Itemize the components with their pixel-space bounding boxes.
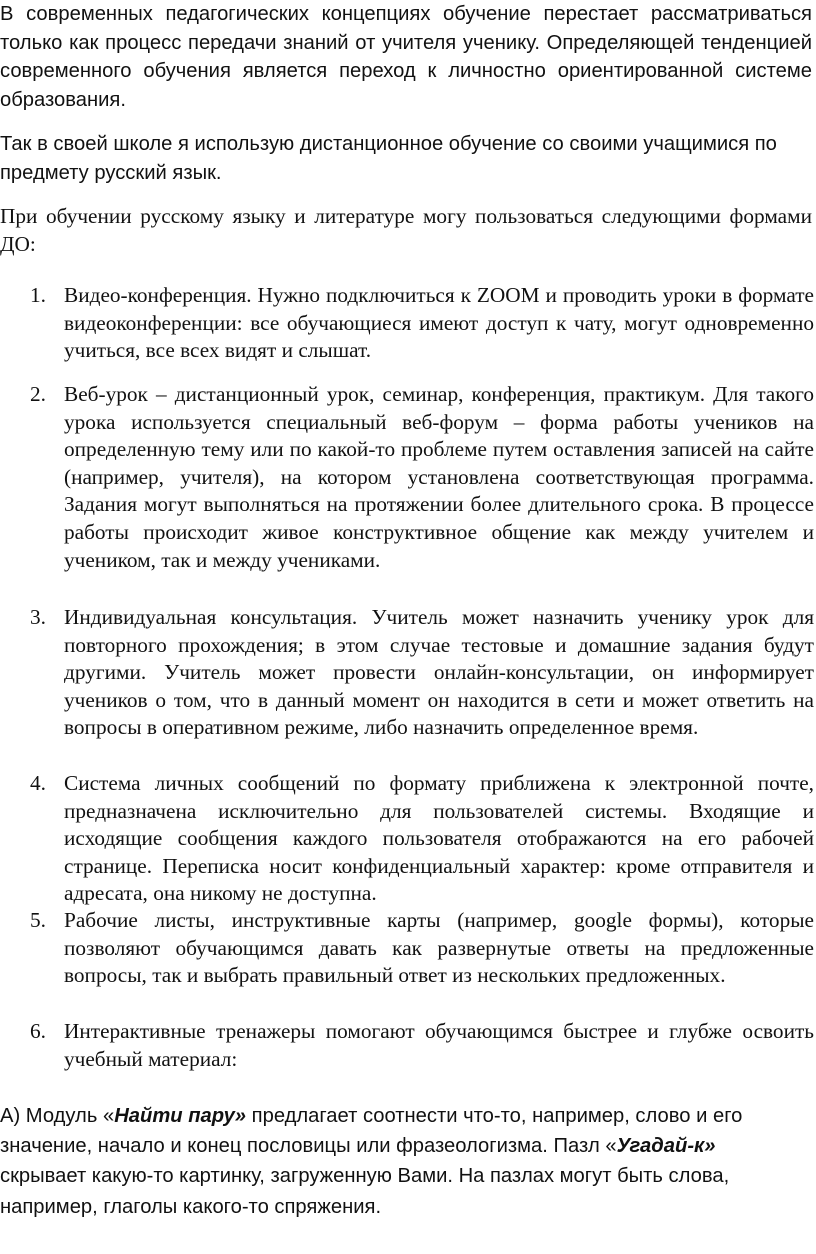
list-item-text: Интерактивные тренажеры помогают обучающимся быстрее и глубже освоить учебный материал: xyxy=(64,1019,814,1071)
list-item-text: Рабочие листы, инструктивные карты (например, google формы), которые позволяют обучающимся давать как развернутые ответы на предложенные вопросы, так и выбрать правильный ответ из нескольких предложенных. xyxy=(64,908,814,988)
list-item-text: Индивидуальная консультация. Учитель может назначить ученику урок для повторного прохождения; в этом случае тестовые и домашние задания будут другими. Учитель может провести онлайн-консультации, он информирует учеников о том, что в данный момент он находится в сети и может ответить на вопросы в оперативном режиме, либо назначить определенное время. xyxy=(64,605,814,740)
list-item xyxy=(30,381,814,574)
list-item xyxy=(30,770,814,908)
list-item xyxy=(30,1018,814,1073)
list-item-number: 1. xyxy=(30,283,46,307)
school-paragraph: Так в своей школе я использую дистанционное обучение со своими учащимися по предмету русский язык. xyxy=(0,133,777,184)
list-item-number: 6. xyxy=(30,1019,46,1043)
list-item-number: 2. xyxy=(30,382,46,406)
list-item-text: Видео-конференция. Нужно подключиться к ZOOM и проводить уроки в формате видеоконференции: все обучающиеся имеют доступ к чату, могут одновременно учиться, все всех видят и слышат. xyxy=(64,283,814,363)
list-item xyxy=(30,282,814,365)
list-item-text: Веб-урок – дистанционный урок, семинар, конференция, практикум. Для такого урока используется специальный веб-форум – форма работы учеников на определенную тему или по какой-то проблеме путем оставления записей на сайте (например, учителя), на котором установлена соответствующая программа. Задания могут выполняться на протяжении более длительного срока. В процессе работы происходит живое конструктивное общение как между учителем и учеником, так и между учениками. xyxy=(64,382,814,572)
forms-paragraph: При обучении русскому языку и литературе могу пользоваться следующими формами ДО: xyxy=(0,204,812,256)
intro-paragraph: В современных педагогических концепциях обучение перестает рассматриваться только как процесс передачи знаний от учителя ученику. Определяющей тенденцией современного обучения является переход к личностно ориентированной системе образования. xyxy=(0,3,812,111)
module-text-part1: А) Модуль « xyxy=(0,1105,115,1127)
list-item-text: Система личных сообщений по формату приближена к электронной почте, предназначена исключительно для пользователей системы. Входящие и исходящие сообщения каждого пользователя отображаются на его рабочей странице. Переписка носит конфиденциальный характер: кроме отправителя и адресата, она никому не доступна. xyxy=(64,771,814,906)
module-paragraph xyxy=(0,1101,802,1222)
list-item-number: 4. xyxy=(30,771,46,795)
list-item-number: 5. xyxy=(30,908,46,932)
module-name-find-pair: Найти пару» xyxy=(114,1105,247,1127)
module-text-part3: скрывает какую-то картинку, загруженную Вами. На пазлах могут быть слова, например, глаголы какого-то спряжения. xyxy=(0,1165,730,1218)
module-name-guess: Угадай-к» xyxy=(616,1135,716,1158)
module-text-part2: предлагает соотнести что-то, например, слово и его значение, начало и конец пословицы или фразеологизма. Пазл « xyxy=(0,1105,743,1158)
list-item-number: 3. xyxy=(30,605,46,629)
list-item xyxy=(30,907,814,990)
list-item xyxy=(30,604,814,742)
